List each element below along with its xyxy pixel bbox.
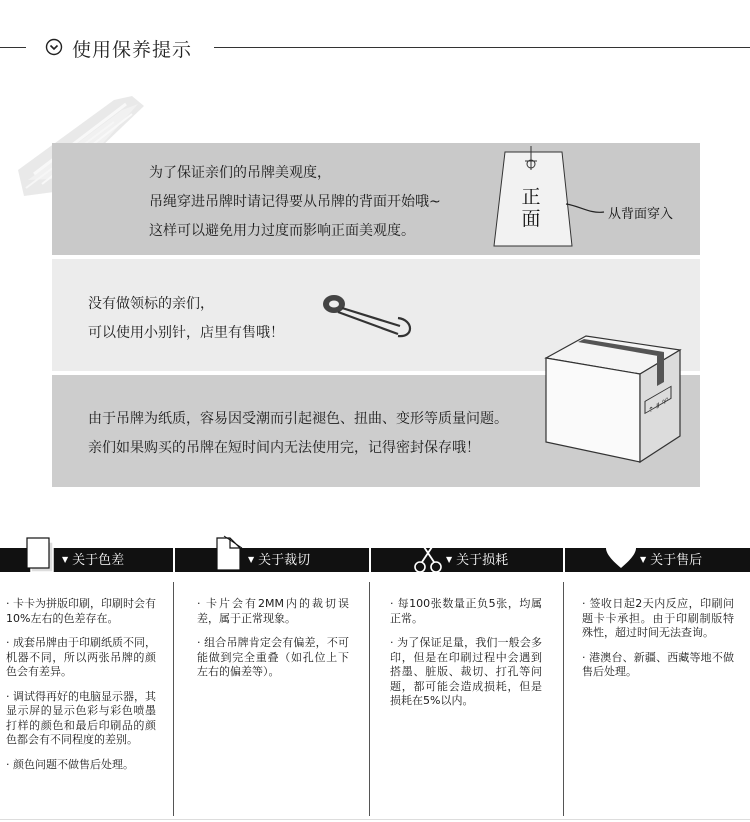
- category-label: 关于裁切: [258, 553, 311, 568]
- note-item: · 卡卡为拼版印刷，印刷时会有10%左右的色差存在。: [6, 597, 156, 625]
- tag-front-char-2: 面: [521, 208, 541, 230]
- safety-pin-icon: [318, 290, 414, 342]
- category-label: 关于损耗: [456, 553, 509, 568]
- thread-from-back-callout: 从背面穿入: [608, 207, 674, 222]
- scissors-icon: [412, 536, 444, 574]
- note-item: · 组合吊牌肯定会有偏差，不可能做到完全重叠（如孔位上下左右的偏差等）。: [197, 636, 349, 678]
- note-item: · 每100张数量正负5张，均属正常。: [390, 597, 542, 625]
- loss-notes: [390, 597, 542, 719]
- category-after-sales: ▼ 关于售后: [640, 553, 703, 568]
- note-item: · 颜色问题不做售后处理。: [6, 757, 134, 771]
- note-item: · 成套吊牌由于印刷纸质不同，机器不同，所以两张吊牌的颜色会有差异。: [6, 636, 156, 678]
- sealed-box-icon: [540, 330, 690, 465]
- note-item: · 为了保证足量，我们一般会多印，但是在印刷过程中会遇到搭墨、脏版、裁切、打孔等问题，都可能会造成损耗，但是损耗在5%以内。: [390, 636, 542, 707]
- note-item: · 调试得再好的电脑显示器，其显示屏的显示色彩与彩色喷墨打样的颜色和最后印刷品的颜色都会有不同程度的差别。: [6, 689, 156, 746]
- section3-line-2: 亲们如果购买的吊牌在短时间内无法使用完，记得密封保存哦！: [88, 440, 480, 456]
- note-item: · 港澳台、新疆、西藏等地不做售后处理。: [582, 650, 734, 678]
- after-sales-notes: [582, 597, 734, 690]
- header-rule-right: [214, 47, 750, 48]
- category-divider: [369, 548, 371, 572]
- heart-icon: [605, 540, 637, 570]
- section3-line-1: 由于吊牌为纸质，容易因受潮而引起褪色、扭曲、变形等质量问题。: [88, 411, 508, 427]
- category-loss: ▼ 关于损耗: [446, 553, 509, 568]
- cutting-notes: [197, 597, 349, 690]
- category-divider: [563, 548, 565, 572]
- bottom-rule: [0, 819, 750, 820]
- paper-stack-icon: [25, 536, 55, 574]
- column-divider: [369, 582, 370, 816]
- note-item: · 卡片会有2MM内的裁切误差，属于正常现象。: [197, 597, 349, 625]
- category-divider: [173, 548, 175, 572]
- column-divider: [563, 582, 564, 816]
- column-divider: [173, 582, 174, 816]
- tag-front-label: [516, 186, 546, 230]
- section2-line-1: 没有做领标的亲们，: [88, 296, 214, 312]
- category-cutting: ▼ 关于裁切: [248, 553, 311, 568]
- category-label: 关于色差: [72, 553, 125, 568]
- section1-line-3: 这样可以避免用力过度而影响正面美观度。: [149, 223, 415, 239]
- cut-paper-icon: [214, 534, 244, 574]
- page-title: 使用保养提示: [72, 39, 193, 61]
- chevron-circle-icon: [45, 38, 63, 56]
- header-rule-left: [0, 47, 26, 48]
- category-label: 关于售后: [650, 553, 703, 568]
- color-difference-notes: [6, 597, 156, 782]
- section1-line-2: 吊绳穿进吊牌时请记得要从吊牌的背面开始哦~: [149, 194, 441, 210]
- section2-line-2: 可以使用小别针，店里有售哦！: [88, 325, 284, 341]
- category-color-difference: ▼ 关于色差: [62, 553, 125, 568]
- tag-front-char-1: 正: [521, 186, 541, 208]
- section1-line-1: 为了保证亲们的吊牌美观度，: [149, 165, 331, 181]
- svg-text:⇡ Ⅱ ♈: ⇡ Ⅱ ♈: [648, 395, 669, 416]
- note-item: · 签收日起2天内反应，印刷问题卡卡承担。由于印刷制版特殊性，超过时间无法查询。: [582, 597, 734, 639]
